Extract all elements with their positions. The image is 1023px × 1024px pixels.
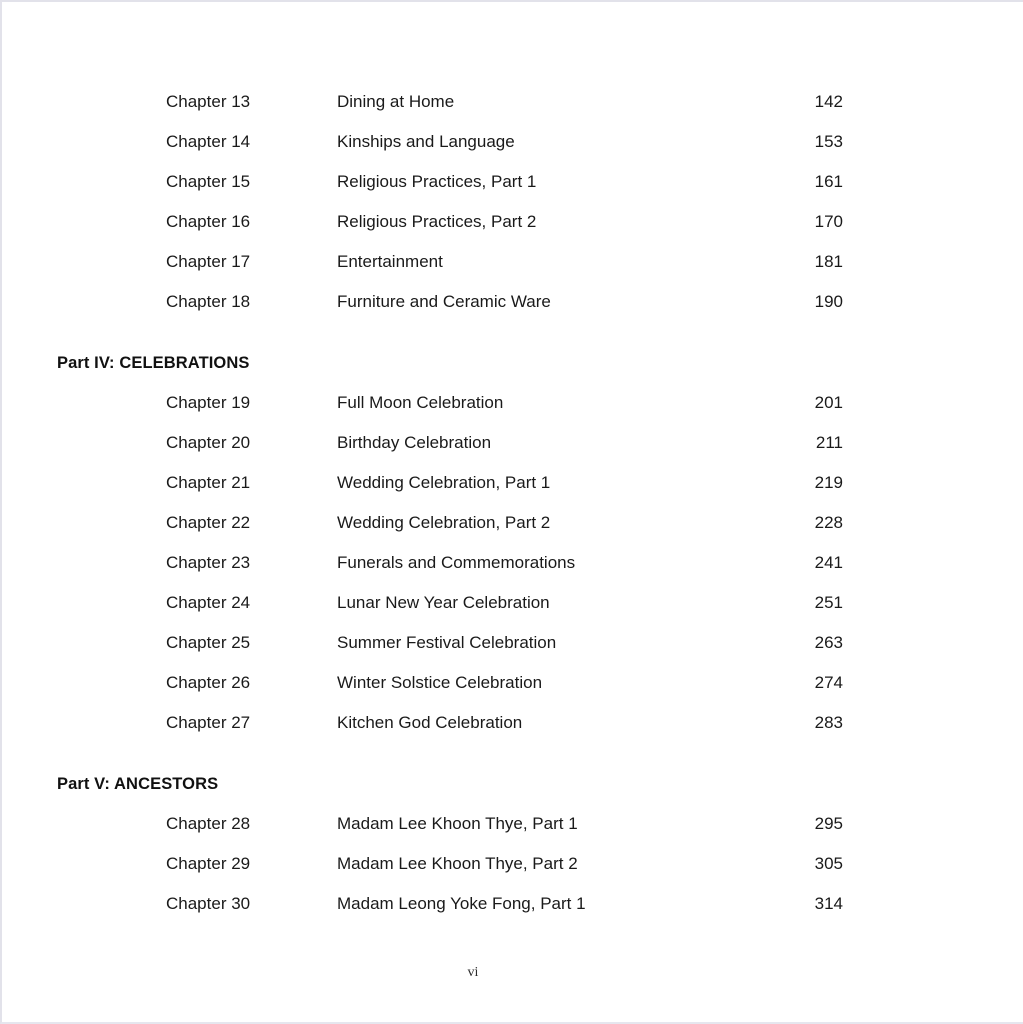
part-heading-row bbox=[2, 343, 1023, 383]
toc-entry-title: Summer Festival Celebration bbox=[337, 633, 557, 652]
toc-entry-row bbox=[2, 423, 1023, 463]
toc-entry-page: 201 bbox=[814, 393, 843, 412]
toc-entry-chapter: Chapter 26 bbox=[166, 673, 251, 692]
toc-entry-chapter: Chapter 25 bbox=[166, 633, 251, 652]
page-number: vi bbox=[467, 965, 479, 980]
toc-entry-title: Religious Practices, Part 1 bbox=[337, 172, 537, 191]
toc-entry-chapter: Chapter 28 bbox=[166, 814, 251, 833]
toc-entry-title: Full Moon Celebration bbox=[337, 393, 504, 412]
toc-entry-chapter: Chapter 24 bbox=[166, 593, 251, 612]
toc-entry-page: 251 bbox=[814, 593, 843, 612]
toc-entry-page: 241 bbox=[814, 553, 843, 572]
toc-entry-page: 274 bbox=[814, 673, 843, 692]
toc-entry-page: 153 bbox=[814, 132, 843, 151]
toc-entry-title: Dining at Home bbox=[337, 92, 455, 111]
toc-entry-title: Religious Practices, Part 2 bbox=[337, 212, 537, 231]
toc-entry-page: 161 bbox=[814, 172, 843, 191]
toc-entry-row bbox=[2, 703, 1023, 743]
toc-entry-row bbox=[2, 804, 1023, 844]
toc-entry-chapter: Chapter 15 bbox=[166, 172, 251, 191]
toc-entry-row bbox=[2, 383, 1023, 423]
toc-entry-row bbox=[2, 623, 1023, 663]
table-of-contents bbox=[2, 82, 1023, 924]
toc-entry-title: Madam Lee Khoon Thye, Part 2 bbox=[337, 854, 578, 873]
toc-entry-title: Kitchen God Celebration bbox=[337, 713, 523, 732]
toc-entry-row bbox=[2, 543, 1023, 583]
toc-entry-title: Madam Leong Yoke Fong, Part 1 bbox=[337, 894, 586, 913]
toc-entry-chapter: Chapter 17 bbox=[166, 252, 251, 271]
toc-entry-row bbox=[2, 844, 1023, 884]
toc-entry-chapter: Chapter 22 bbox=[166, 513, 251, 532]
toc-entry-row bbox=[2, 503, 1023, 543]
part-heading-row bbox=[2, 764, 1023, 804]
toc-entry-title: Lunar New Year Celebration bbox=[337, 593, 550, 612]
toc-entry-page: 170 bbox=[814, 212, 843, 231]
toc-entry-title: Wedding Celebration, Part 1 bbox=[337, 473, 551, 492]
toc-entry-title: Entertainment bbox=[337, 252, 443, 271]
toc-entry-page: 190 bbox=[814, 292, 843, 311]
toc-entry-chapter: Chapter 14 bbox=[166, 132, 251, 151]
toc-entry-row bbox=[2, 122, 1023, 162]
toc-entry-chapter: Chapter 16 bbox=[166, 212, 251, 231]
toc-entry-page: 142 bbox=[814, 92, 843, 111]
toc-entry-row bbox=[2, 162, 1023, 202]
toc-entry-row bbox=[2, 242, 1023, 282]
toc-entry-chapter: Chapter 13 bbox=[166, 92, 251, 111]
part-heading: Part IV: CELEBRATIONS bbox=[57, 353, 250, 372]
toc-entry-page: 219 bbox=[814, 473, 843, 492]
part-heading: Part V: ANCESTORS bbox=[57, 774, 219, 793]
toc-entry-chapter: Chapter 27 bbox=[166, 713, 251, 732]
toc-entry-chapter: Chapter 20 bbox=[166, 433, 251, 452]
toc-entry-page: 263 bbox=[814, 633, 843, 652]
toc-entry-chapter: Chapter 18 bbox=[166, 292, 251, 311]
toc-entry-chapter: Chapter 19 bbox=[166, 393, 251, 412]
toc-entry-page: 181 bbox=[814, 252, 843, 271]
toc-entry-title: Madam Lee Khoon Thye, Part 1 bbox=[337, 814, 578, 833]
toc-entry-row bbox=[2, 82, 1023, 122]
toc-entry-row bbox=[2, 282, 1023, 322]
toc-entry-page: 228 bbox=[814, 513, 843, 532]
toc-entry-chapter: Chapter 21 bbox=[166, 473, 251, 492]
toc-entry-page: 295 bbox=[814, 814, 843, 833]
toc-entry-row bbox=[2, 463, 1023, 503]
toc-entry-row bbox=[2, 663, 1023, 703]
toc-entry-title: Birthday Celebration bbox=[337, 433, 492, 452]
toc-entry-title: Wedding Celebration, Part 2 bbox=[337, 513, 551, 532]
toc-entry-chapter: Chapter 30 bbox=[166, 894, 251, 913]
toc-entry-row bbox=[2, 884, 1023, 924]
toc-entry-page: 211 bbox=[815, 433, 843, 452]
toc-entry-title: Winter Solstice Celebration bbox=[337, 673, 543, 692]
toc-entry-row bbox=[2, 202, 1023, 242]
toc-entry-title: Furniture and Ceramic Ware bbox=[337, 292, 551, 311]
toc-entry-page: 283 bbox=[814, 713, 843, 732]
toc-entry-page: 305 bbox=[814, 854, 843, 873]
toc-entry-chapter: Chapter 23 bbox=[166, 553, 251, 572]
toc-entry-chapter: Chapter 29 bbox=[166, 854, 251, 873]
toc-entry-row bbox=[2, 583, 1023, 623]
toc-entry-title: Kinships and Language bbox=[337, 132, 515, 151]
toc-entry-title: Funerals and Commemorations bbox=[337, 553, 576, 572]
toc-entry-page: 314 bbox=[814, 894, 843, 913]
